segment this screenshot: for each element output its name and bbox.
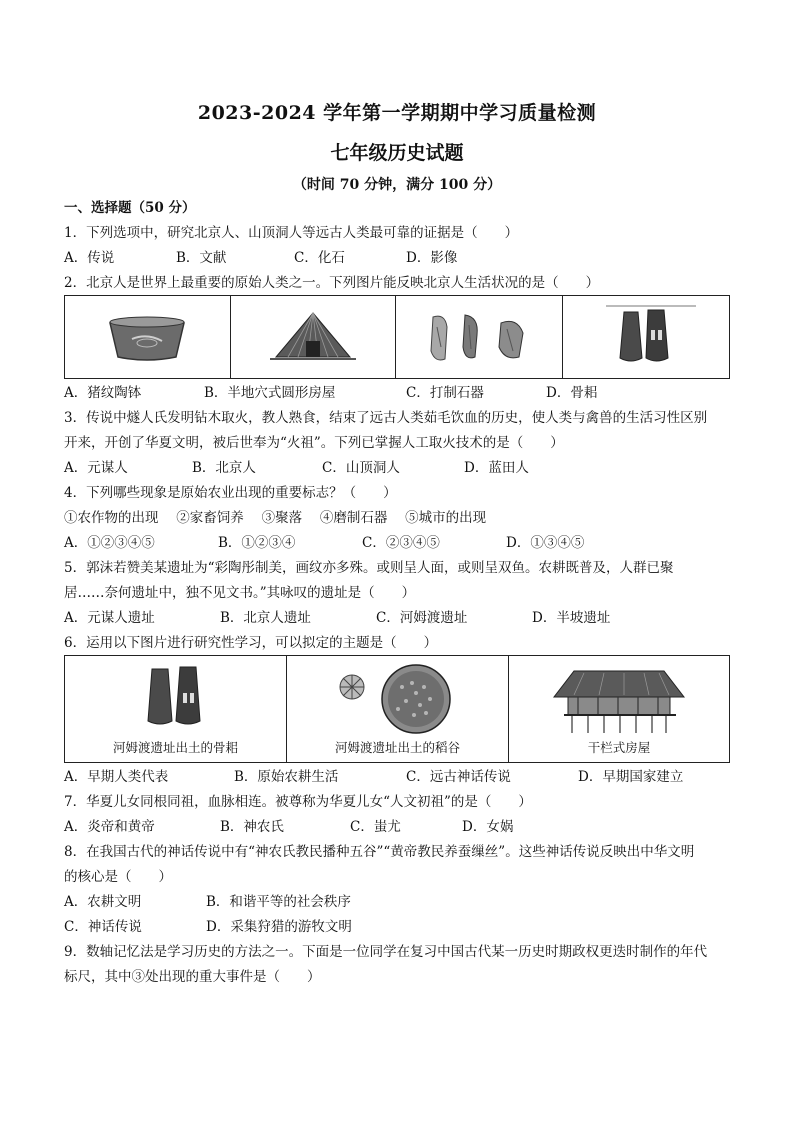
q7-options — [64, 818, 513, 836]
q5-option-c[interactable]: C．河姆渡遗址 — [376, 610, 468, 626]
q1-stem: 1．下列选项中，研究北京人、山顶洞人等远古人类最可靠的证据是（ ） — [64, 225, 519, 241]
q9-stem-line1: 9．数轴记忆法是学习历史的方法之一。下面是一位同学在复习中国古代某一历史时期政权更迭时制作的年代 — [64, 944, 708, 960]
q8-options-row2 — [64, 918, 352, 936]
section-heading: 一、选择题（50 分） — [64, 200, 196, 216]
q5-options — [64, 609, 610, 627]
q2-option-a[interactable]: A．猪纹陶钵 — [64, 385, 142, 401]
q1-option-d[interactable]: D．影像 — [406, 250, 458, 266]
q6-caption-2: 河姆渡遗址出土的稻谷 — [334, 740, 460, 755]
q7-option-d[interactable]: D．女娲 — [462, 819, 514, 835]
q1-option-a[interactable]: A．传说 — [64, 250, 115, 266]
q2-option-b[interactable]: B．半地穴式圆形房屋 — [204, 385, 336, 401]
q6-caption-1: 河姆渡遗址出土的骨耜 — [112, 740, 238, 755]
q4-option-a[interactable]: A．①②③④⑤ — [64, 535, 155, 551]
stilt-house-icon — [544, 661, 694, 737]
q8-option-b[interactable]: B．和谐平等的社会秩序 — [206, 894, 351, 910]
q2-options — [64, 384, 597, 402]
q2-stem: 2．北京人是世界上最重要的原始人类之一。下列图片能反映北京人生活状况的是（ ） — [64, 275, 600, 291]
q4-stem: 4．下列哪些现象是原始农业出现的重要标志？（ ） — [64, 485, 397, 501]
q8-option-c[interactable]: C．神话传说 — [64, 919, 142, 935]
q8-stem-line2: 的核心是（ ） — [64, 869, 172, 885]
exam-subtitle: 七年级历史试题 — [330, 142, 464, 164]
q2-image-table — [64, 295, 730, 379]
bone-spade-icon — [116, 663, 236, 733]
q4-options — [64, 534, 584, 552]
q6-stem: 6．运用以下图片进行研究性学习，可以拟定的主题是（ ） — [64, 635, 438, 651]
q3-option-c[interactable]: C．山顶洞人 — [322, 460, 400, 476]
bone-spade-icon — [563, 296, 730, 378]
q8-options-row1 — [64, 893, 351, 911]
q8-option-a[interactable]: A．农耕文明 — [64, 894, 142, 910]
q7-option-a[interactable]: A．炎帝和黄帝 — [64, 819, 155, 835]
pig-pattern-pottery-bowl-icon — [65, 296, 231, 378]
q8-stem-line1: 8．在我国古代的神话传说中有“神农氏教民播种五谷”“黄帝教民养蚕缫丝”。这些神话传说反映出中华文明 — [64, 844, 695, 860]
q7-option-b[interactable]: B．神农氏 — [220, 819, 284, 835]
q3-option-d[interactable]: D．蓝田人 — [464, 460, 529, 476]
q3-stem-line1: 3．传说中燧人氏发明钻木取火，教人熟食，结束了远古人类茹毛饮血的历史，使人类与禽兽的生活习性区别 — [64, 410, 708, 426]
q4-option-c[interactable]: C．②③④⑤ — [362, 535, 440, 551]
q6-caption-3: 干栏式房屋 — [587, 740, 651, 755]
q6-option-a[interactable]: A．早期人类代表 — [64, 769, 169, 785]
q6-option-c[interactable]: C．远古神话传说 — [406, 769, 511, 785]
q1-option-b[interactable]: B．文献 — [176, 250, 227, 266]
q8-option-d[interactable]: D．采集狩猎的游牧文明 — [206, 919, 352, 935]
q4-option-b[interactable]: B．①②③④ — [218, 535, 296, 551]
q1-options — [64, 249, 457, 267]
chipped-stone-tools-icon — [396, 296, 563, 378]
q4-option-d[interactable]: D．①③④⑤ — [506, 535, 585, 551]
q3-options — [64, 459, 529, 477]
q3-stem-line2: 开来，开创了华夏文明，被后世奉为“火祖”。下列已掌握人工取火技术的是（ ） — [64, 435, 564, 451]
q6-options — [64, 768, 683, 786]
q5-option-a[interactable]: A．元谋人遗址 — [64, 610, 155, 626]
q6-cell-stilt-house — [509, 656, 729, 762]
q6-cell-bone-spade — [65, 656, 287, 762]
q7-stem: 7．华夏儿女同根同祖，血脉相连。被尊称为华夏儿女“人文初祖”的是（ ） — [64, 794, 532, 810]
q5-option-d[interactable]: D．半坡遗址 — [532, 610, 611, 626]
q6-option-d[interactable]: D．早期国家建立 — [578, 769, 684, 785]
q2-option-c[interactable]: C．打制石器 — [406, 385, 484, 401]
exam-info: （时间 70 分钟，满分 100 分） — [292, 177, 502, 193]
q7-option-c[interactable]: C．蚩尤 — [350, 819, 401, 835]
q3-option-b[interactable]: B．北京人 — [192, 460, 256, 476]
rice-grains-icon — [328, 661, 468, 737]
semi-subterranean-round-house-icon — [231, 296, 397, 378]
q6-option-b[interactable]: B．原始农耕生活 — [234, 769, 339, 785]
q4-items: ①农作物的出现 ②家畜饲养 ③聚落 ④磨制石器 ⑤城市的出现 — [64, 510, 487, 526]
q2-option-d[interactable]: D．骨耜 — [546, 385, 598, 401]
q6-cell-rice — [287, 656, 509, 762]
q3-option-a[interactable]: A．元谋人 — [64, 460, 128, 476]
q5-option-b[interactable]: B．北京人遗址 — [220, 610, 311, 626]
q1-option-c[interactable]: C．化石 — [294, 250, 345, 266]
q6-image-table — [64, 655, 730, 763]
q5-stem-line2: 居……奈何遗址中，独不见文书。”其咏叹的遗址是（ ） — [64, 585, 416, 601]
q9-stem-line2: 标尺，其中③处出现的重大事件是（ ） — [64, 969, 321, 985]
exam-title: 2023-2024 学年第一学期期中学习质量检测 — [197, 102, 597, 124]
q5-stem-line1: 5．郭沫若赞美某遗址为“彩陶彤制美，画纹亦多殊。或则呈人面，或则呈双鱼。农耕既普及，人群已聚 — [64, 560, 674, 576]
